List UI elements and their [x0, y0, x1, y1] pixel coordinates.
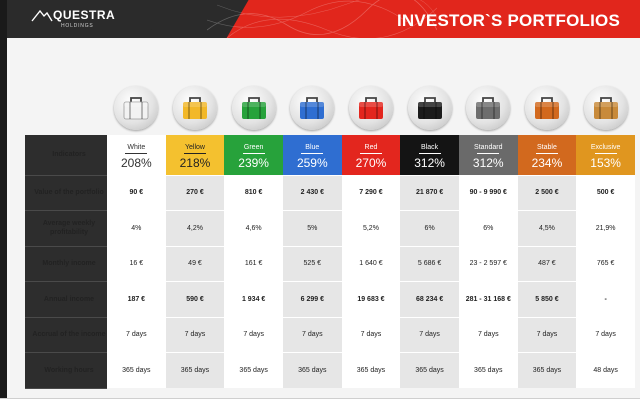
table-cell: 5,2% — [342, 211, 401, 247]
row-label: Working hours — [25, 353, 107, 389]
table-cell: 4,5% — [518, 211, 577, 247]
table-cell: 21,9% — [576, 211, 635, 247]
brand-subtitle: HOLDINGS — [61, 23, 94, 29]
table-cell: 7 290 € — [342, 175, 401, 211]
gray-bag-icon — [474, 95, 502, 121]
table-cell: 4,2% — [166, 211, 225, 247]
brand-logo[interactable] — [31, 6, 151, 32]
table-cell: 765 € — [576, 246, 635, 282]
left-border — [0, 0, 7, 405]
header-divider — [419, 153, 441, 154]
table-cell: 487 € — [518, 246, 577, 282]
table-cell: 365 days — [166, 353, 225, 389]
header-divider — [360, 153, 382, 154]
indicators-label: Indicators — [25, 135, 107, 175]
table-header-row — [25, 135, 635, 175]
table-cell: 7 days — [342, 317, 401, 353]
portfolio-name: White — [127, 144, 146, 152]
table-cell: 281 - 31 168 € — [459, 282, 518, 318]
content-area — [7, 38, 640, 398]
portfolio-bag-red[interactable] — [349, 86, 393, 130]
portfolio-bag-yellow[interactable] — [173, 86, 217, 130]
table-cell: - — [576, 282, 635, 318]
table-row — [25, 175, 635, 211]
table-cell: 7 days — [518, 317, 577, 353]
portfolio-name: Stable — [536, 144, 557, 152]
table-cell: 7 days — [283, 317, 342, 353]
table-cell: 49 € — [166, 246, 225, 282]
portfolio-name: Red — [364, 144, 378, 152]
green-bag-icon — [240, 95, 268, 121]
red-bag-icon — [357, 95, 385, 121]
header-divider — [595, 153, 617, 154]
portfolio-percent: 234% — [531, 156, 563, 171]
table-cell: 6% — [459, 211, 518, 247]
portfolio-percent: 270% — [355, 156, 387, 171]
table-row — [25, 246, 635, 282]
table-cell: 365 days — [224, 353, 283, 389]
bottom-edge — [0, 398, 640, 405]
table-cell: 48 days — [576, 353, 635, 389]
table-cell: 187 € — [107, 282, 166, 318]
white-bag-icon — [122, 95, 150, 121]
blue-bag-icon — [298, 95, 326, 121]
table-cell: 365 days — [283, 353, 342, 389]
portfolio-icons-row — [7, 86, 640, 130]
row-label: Monthly income — [25, 246, 107, 282]
portfolio-bag-blue[interactable] — [290, 86, 334, 130]
page-title: INVESTOR`S PORTFOLIOS — [396, 11, 620, 30]
row-label: Accrual of the income — [25, 317, 107, 353]
table-cell: 6% — [400, 211, 459, 247]
portfolio-table — [25, 135, 635, 389]
portfolio-percent: 208% — [120, 156, 152, 171]
table-row — [25, 353, 635, 389]
table-cell: 500 € — [576, 175, 635, 211]
table-cell: 6 299 € — [283, 282, 342, 318]
portfolio-name: Exclusive — [590, 144, 621, 152]
table-row — [25, 317, 635, 353]
table-cell: 7 days — [576, 317, 635, 353]
portfolio-bag-green[interactable] — [232, 86, 276, 130]
row-label: Average weekly profitability — [25, 211, 107, 247]
header-divider — [301, 153, 323, 154]
row-label: Annual income — [25, 282, 107, 318]
amber-bag-icon — [592, 95, 620, 121]
portfolio-percent: 153% — [590, 156, 621, 171]
portfolio-bag-exclusive[interactable] — [584, 86, 628, 130]
portfolio-bag-standard[interactable] — [466, 86, 510, 130]
portfolio-percent: 239% — [238, 156, 269, 171]
table-cell: 7 days — [459, 317, 518, 353]
table-cell: 810 € — [224, 175, 283, 211]
table-cell: 365 days — [107, 353, 166, 389]
header-divider — [184, 153, 206, 154]
portfolio-percent: 312% — [414, 156, 445, 171]
table-cell: 365 days — [342, 353, 401, 389]
table-cell: 4,6% — [224, 211, 283, 247]
table-cell: 7 days — [224, 317, 283, 353]
portfolio-header-yellow[interactable] — [166, 135, 225, 175]
table-row — [25, 282, 635, 318]
portfolio-percent: 218% — [179, 156, 211, 171]
portfolio-name: Black — [421, 144, 439, 152]
table-cell: 7 days — [400, 317, 459, 353]
portfolio-percent: 312% — [472, 156, 504, 171]
table-cell: 7 days — [107, 317, 166, 353]
table-cell: 590 € — [166, 282, 225, 318]
header-divider — [243, 153, 265, 154]
header-divider — [477, 153, 499, 154]
header-divider — [125, 153, 147, 154]
portfolio-bag-stable[interactable] — [525, 86, 569, 130]
portfolio-header-stable[interactable] — [518, 135, 577, 175]
table-cell: 5% — [283, 211, 342, 247]
header-bar — [7, 0, 640, 38]
table-cell: 90 € — [107, 175, 166, 211]
portfolio-name: Blue — [305, 144, 320, 152]
table-cell: 365 days — [518, 353, 577, 389]
table-cell: 1 934 € — [224, 282, 283, 318]
table-cell: 365 days — [459, 353, 518, 389]
table-cell: 365 days — [400, 353, 459, 389]
portfolio-header-white[interactable] — [107, 135, 166, 175]
portfolio-header-standard[interactable] — [459, 135, 518, 175]
portfolio-bag-black[interactable] — [408, 86, 452, 130]
portfolio-percent: 259% — [296, 156, 328, 171]
table-cell: 5 686 € — [400, 246, 459, 282]
table-cell: 5 850 € — [518, 282, 577, 318]
table-cell: 19 683 € — [342, 282, 401, 318]
table-cell: 525 € — [283, 246, 342, 282]
table-cell: 2 430 € — [283, 175, 342, 211]
portfolio-header-black[interactable] — [400, 135, 459, 175]
table-cell: 1 640 € — [342, 246, 401, 282]
portfolio-bag-white[interactable] — [114, 86, 158, 130]
table-cell: 161 € — [224, 246, 283, 282]
portfolio-name: Standard — [474, 144, 503, 152]
table-cell: 68 234 € — [400, 282, 459, 318]
table-cell: 4% — [107, 211, 166, 247]
table-cell: 7 days — [166, 317, 225, 353]
table-cell: 16 € — [107, 246, 166, 282]
yellow-bag-icon — [181, 95, 209, 121]
portfolio-header-exclusive[interactable] — [576, 135, 635, 175]
brand-name: QUESTRA — [53, 8, 116, 22]
orange-bag-icon — [533, 95, 561, 121]
portfolio-header-blue[interactable] — [283, 135, 342, 175]
table-cell: 90 - 9 990 € — [459, 175, 518, 211]
table-cell: 23 - 2 597 € — [459, 246, 518, 282]
portfolio-name: Green — [243, 144, 264, 152]
portfolio-header-red[interactable] — [342, 135, 401, 175]
portfolio-header-green[interactable] — [224, 135, 283, 175]
mountain-logo-icon — [31, 8, 53, 22]
table-cell: 270 € — [166, 175, 225, 211]
header-divider — [536, 153, 558, 154]
black-bag-icon — [416, 95, 444, 121]
row-label: Value of the portfolio — [25, 175, 107, 211]
table-cell: 2 500 € — [518, 175, 577, 211]
table-row — [25, 211, 635, 247]
table-cell: 21 870 € — [400, 175, 459, 211]
portfolio-name: Yellow — [184, 144, 205, 152]
